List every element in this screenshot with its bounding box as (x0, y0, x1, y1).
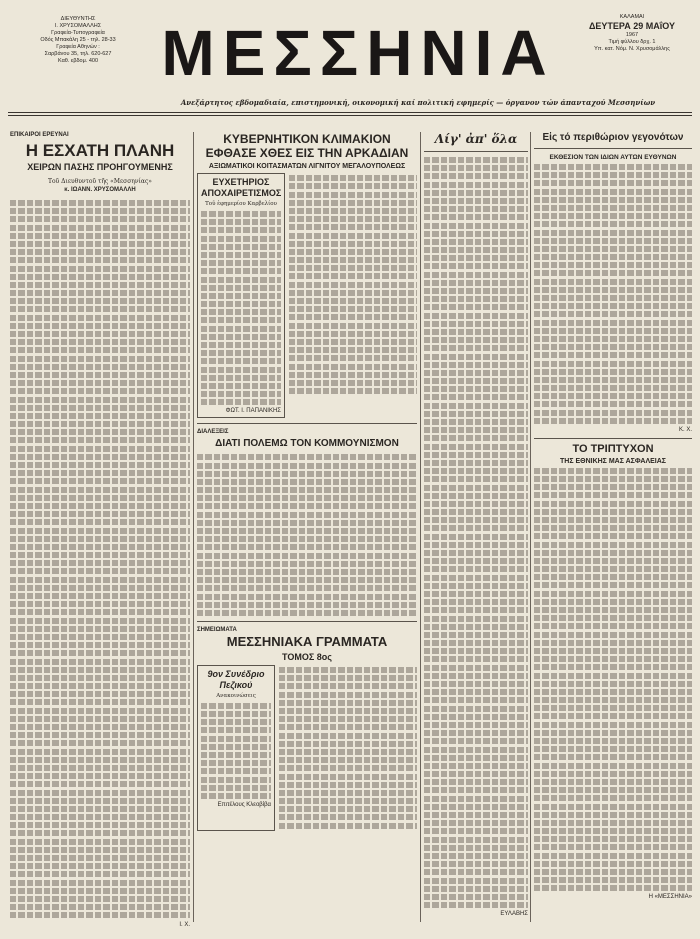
article-column-4 (534, 132, 692, 922)
body-text (534, 164, 692, 424)
section-label: ΔΙΑΛΕΞΕΙΣ (197, 429, 229, 436)
body-text (534, 468, 692, 892)
article-subhead: ΧΕΙΡΩΝ ΠΑΣΗΣ ΠΡΟΗΓΟΥΜΕΝΗΣ (27, 162, 173, 172)
masthead-rule (8, 115, 692, 116)
article-headline: ΜΕΣΣΗΝΙΑΚΑ ΓΡΑΜΜΑΤΑ (226, 633, 388, 649)
byline (10, 178, 190, 194)
byline-prefix: Τοῦ Διευθυντοῦ τῆς «Μεσσηνίας» (48, 178, 152, 185)
kicker: ΕΠΙΚΑΙΡΟΙ ΕΡΕΥΝΑΙ (10, 132, 69, 138)
article-subhead: ΤΗΣ ΕΘΝΙΚΗΣ ΜΑΣ ΑΣΦΑΛΕΙΑΣ (559, 457, 667, 465)
publisher-info (8, 16, 148, 65)
publisher-line: Γραφεία Αθηνών : (56, 44, 100, 50)
masthead (8, 8, 692, 120)
tagline: Ανεξάρτητος εβδομαδιαία, επιστημονική, οικονομική καί πολιτική εφημερίς — όργανον τών άπανταχού Μεσσηνίων (180, 98, 656, 107)
article-column-1 (10, 132, 190, 929)
city: ΚΑΛΑΜΑΙ (619, 14, 645, 20)
sidebar-box (197, 173, 285, 418)
publisher-line: Καθ. εβδομ. 400 (57, 58, 99, 64)
signature: ΕΥΛΑΒΗΣ (500, 911, 528, 918)
publisher-line: Οδός Μπακάλη 25 - τηλ. 28-33 (40, 37, 116, 43)
box-byline: Τοῦ ἐφημερίου Καρβελίου (205, 201, 277, 207)
box-title: ΕΥΧΕΤΗΡΙΟΣ ΑΠΟΧΑΙΡΕΤΙΣΜΟΣ (201, 177, 282, 198)
article-headline: ΤΟ ΤΡΙΠΤΥΧΟΝ (572, 442, 654, 455)
article-headline: Η ΕΣΧΑΤΗ ΠΛΑΝΗ (25, 141, 175, 160)
article-headline: ΚΥΒΕΡΝΗΤΙΚΟΝ ΚΛΙΜΑΚΙΟΝ ΕΦΘΑΣΕ ΧΘΕΣ ΕΙΣ ΤΗΝ ΑΡΚΑΔΙΑΝ (205, 132, 409, 160)
section-label: ΣΗΜΕΙΩΜΑΤΑ (197, 626, 237, 633)
publisher-line: Σαρβάνου 35, τηλ. 620-627 (44, 51, 112, 57)
column-divider (530, 132, 531, 922)
issue-year: 1967 (625, 32, 639, 38)
publisher-line: Γραφεία-Τυπογραφεία (51, 30, 105, 36)
article-subhead: ΑΞΙΩΜΑΤΙΚΟΙ ΚΟΙΤΑΣΜΑΤΩΝ ΛΙΓΝΙΤΟΥ ΜΕΓΑΛΟΥΠΟΛΕΩΣ (208, 163, 406, 170)
signature: Η «ΜΕΣΣΗΝΙΑ» (648, 894, 692, 901)
article-body-row (197, 665, 417, 831)
issue-price: Τιμή φύλλου δρχ. 1 (608, 39, 656, 45)
article-headline: ΔΙΑΤΙ ΠΟΛΕΜΩ ΤΟΝ ΚΟΜΜΟΥΝΙΣΜΟΝ (215, 438, 399, 450)
editor-note: Υπ. κατ. Νόμ. Ν. Χρυσομάλλης (594, 46, 670, 52)
column-headline: Εἰς τό περιθώριον γεγονότων (542, 132, 684, 143)
body-text (279, 665, 417, 831)
signature: Κ. Χ. (678, 426, 692, 433)
issue-info (572, 14, 692, 53)
column-headline: Λίγ' ἀπ' ὅλα (434, 132, 518, 146)
column-divider (420, 132, 421, 922)
body-text (10, 200, 190, 918)
body-text (197, 454, 417, 616)
signature: Επιτέλους Κλεοβίβα (217, 801, 271, 808)
box-title: 9ον Συνέδριο Πεζικού (207, 668, 265, 690)
body-text (424, 157, 528, 908)
newspaper-title: ΜΕΣΣΗΝΙΑ (161, 17, 555, 89)
box-subtitle: Ανακοινώσεις (216, 692, 256, 699)
publisher-line: Ι. ΧΡΥΣΟΜΑΛΛΗΣ (54, 23, 102, 29)
signature: ΦΩΤ. Ι. ΠΑΠΑΝΙΚΗΣ (225, 408, 281, 415)
byline-name: κ. ΙΩΑΝΝ. ΧΡΥΣΟΜΑΛΛΗ (64, 187, 136, 193)
publisher-line: ΔΙΕΥΘΥΝΤΗΣ (60, 16, 96, 22)
masthead-rule (8, 112, 692, 113)
article-body-row (197, 173, 417, 418)
body-text (289, 173, 417, 418)
article-subhead: ΕΚΘΕΣΙΟΝ ΤΩΝ ΙΔΙΩΝ ΑΥΤΩΝ ΕΥΘΥΝΩΝ (549, 154, 677, 161)
article-subhead: ΤΟΜΟΣ 8ος (282, 651, 332, 662)
signature: Ι. Χ. (179, 922, 190, 929)
article-column-2 (197, 132, 417, 922)
sidebar-box (197, 665, 275, 831)
article-column-3 (424, 132, 528, 922)
issue-date: ΔΕΥΤΕΡΑ 29 ΜΑΐΟΥ (588, 21, 676, 31)
column-divider (193, 132, 194, 922)
